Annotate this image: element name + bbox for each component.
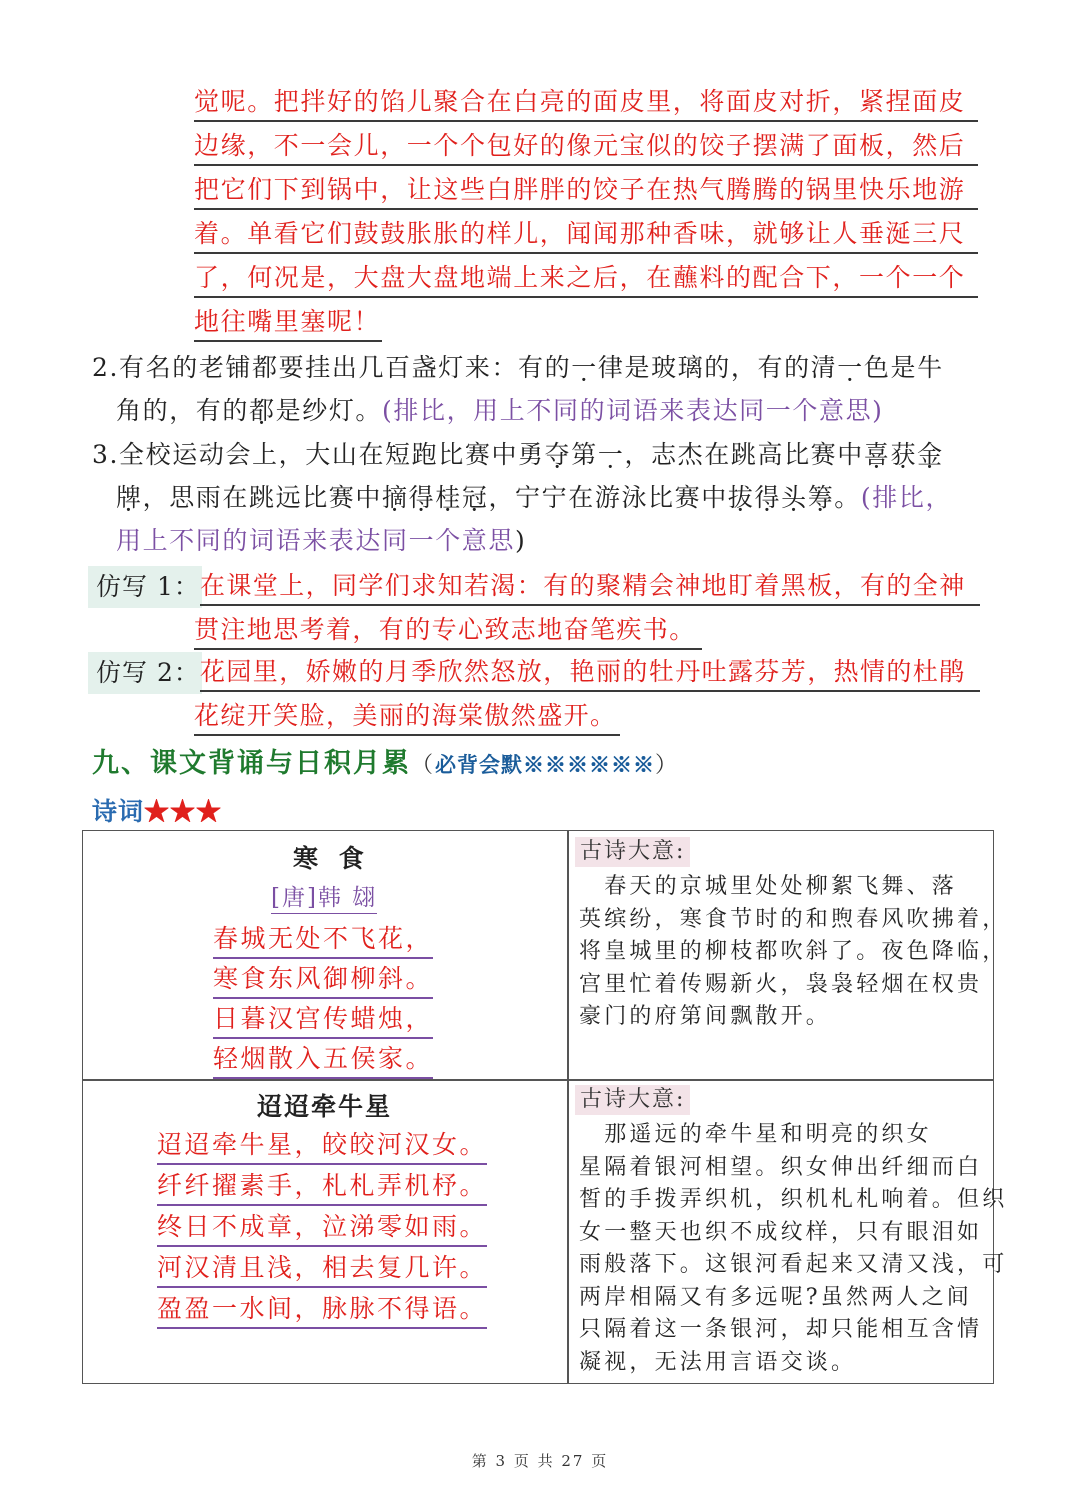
item-3-line-1: 3.全校运动会上，大山在短跑比赛中勇夺第一，志杰在跳高比赛中喜获金 — [92, 440, 944, 469]
poem-2-line-4: 河汉清且浅，相去复几许。 — [157, 1250, 487, 1288]
poem-table — [82, 830, 1008, 1384]
imitation-1-line-1: 在课堂上，同学们求知若渴：有的聚精会神地盯着黑板，有的全神 — [200, 568, 980, 606]
page-footer: 第 3 页 共 27 页 — [471, 1452, 609, 1470]
poem-1-line-1: 春城无处不飞花， — [213, 921, 433, 959]
section-heading: 九、课文背诵与日积月累（必背会默※※※※※※） — [92, 748, 680, 779]
poem-2-line-1: 迢迢牵牛星，皎皎河汉女。 — [157, 1127, 487, 1165]
poem-1-line-4: 轻烟散入五侯家。 — [213, 1041, 433, 1079]
imitation-1-label: 仿写 1： — [88, 566, 202, 608]
section-note: 必背会默※※※※※※ — [435, 752, 656, 777]
subsection-heading: 诗词★★★ — [92, 797, 223, 826]
poem-1-line-3: 日暮汉宫传蜡烛， — [213, 1001, 433, 1039]
paragraph-line-1: 觉呢。把拌好的馅儿聚合在白亮的面皮里，将面皮对折，紧捏面皮 — [194, 84, 978, 122]
item-3-line-2: 牌，思雨在跳远比赛中摘得桂冠，宁宁在游泳比赛中拔得头筹。(排比， — [116, 483, 953, 512]
poem-1-line-2: 寒食东风御柳斜。 — [213, 961, 433, 999]
paragraph-line-3: 把它们下到锅中，让这些白胖胖的饺子在热气腾腾的锅里快乐地游 — [194, 172, 978, 210]
table-column-divider — [567, 831, 569, 1383]
table-row-divider — [83, 1079, 993, 1081]
paragraph-line-6: 地往嘴里塞呢！ — [194, 304, 382, 342]
paragraph-line-5: 了，何况是，大盘大盘地端上来之后，在蘸料的配合下，一个一个 — [194, 260, 978, 298]
imitation-2-label: 仿写 2： — [88, 652, 202, 694]
paragraph-line-4: 着。单看它们鼓鼓胀胀的样儿，闻闻那种香味，就够让人垂涎三尺 — [194, 216, 978, 254]
poem-1-author: [唐]韩 翃 — [271, 883, 377, 914]
item-2-line-1: 2.有名的老铺都要挂出几百盏灯来：有的一律是玻璃的，有的清一色是牛 — [92, 353, 944, 382]
imitation-2-line-2: 花绽开笑脸，美丽的海棠傲然盛开。 — [194, 698, 620, 736]
imitation-1-line-2: 贯注地思考着，有的专心致志地奋笔疾书。 — [194, 612, 702, 650]
item-3-line-3: 用上不同的词语来表达同一个意思) — [116, 526, 527, 555]
poem-1-meaning: 春天的京城里处处柳絮飞舞、落 英缤纷，寒食节时的和煦春风吹拂着， 将皇城里的柳枝都吹斜了。夜色降临， 宫里忙着传赐新火，袅袅轻烟在权贵 豪门的府第间飘散开。 — [579, 874, 1008, 1029]
poem-1-title: 寒 食 — [293, 844, 370, 873]
paragraph-line-2: 边缘，不一会儿，一个个包好的像元宝似的饺子摆满了面板，然后 — [194, 128, 978, 166]
poem-2-line-5: 盈盈一水间，脉脉不得语。 — [157, 1291, 487, 1329]
item-2-line-2: 角的，有的都是纱灯。(排比，用上不同的词语来表达同一个意思) — [116, 396, 884, 425]
poem-1-meaning-label: 古诗大意: — [575, 837, 690, 867]
poem-2-line-3: 终日不成章，泣涕零如雨。 — [157, 1209, 487, 1247]
poem-2-line-2: 纤纤擢素手，札札弄机杼。 — [157, 1168, 487, 1206]
item-2-note: (排比，用上不同的词语来表达同一个意思) — [382, 396, 884, 425]
poem-2-title: 迢迢牵牛星 — [257, 1092, 393, 1121]
poem-2-meaning-label: 古诗大意: — [575, 1085, 690, 1115]
star-rating: ★★★ — [144, 797, 223, 826]
imitation-2-line-1: 花园里，娇嫩的月季欣然怒放，艳丽的牡丹吐露芬芳，热情的杜鹃 — [200, 654, 980, 692]
poem-2-meaning: 那遥远的牵牛星和明亮的织女 星隔着银河相望。织女伸出纤细而白 皙的手拨弄织机，织机札札响着。但织 女一整天也织不成纹样，只有眼泪如 雨般落下。这银河看起来又清又浅，可 两岸相隔又有多远呢?虽然两人之间 只隔着这一条银河，却只能相互含情 凝视，无法用言语交谈。 — [579, 1122, 1008, 1375]
